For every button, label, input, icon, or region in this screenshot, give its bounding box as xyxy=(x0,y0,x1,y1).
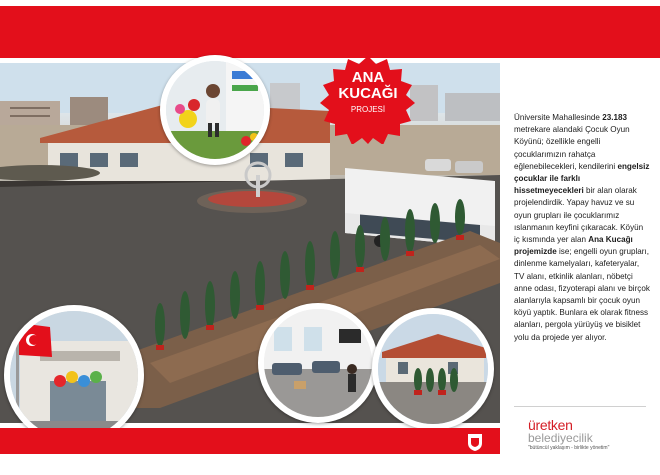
interior-illustration xyxy=(264,309,372,417)
exterior-illustration xyxy=(378,314,488,424)
badge-title-line2: KUCAĞI xyxy=(338,85,398,102)
article-part-4: ise; engelli oyun grupları, dinlenme kamelyaları, kafeteryalar, TV alanı, etkinlik alanları, nöbetçi anne odası, fizyoterapi alanı ve birçok alanlarıyla kapsamlı bir çocuk oyun köyü yaptık. Bunlara ek olarak fitness alanları, pergola yürüyüş ve bisiklet yolu da projede yer alıyor. xyxy=(514,247,650,342)
article-highlight-2: Ana Kucağı projemizde xyxy=(514,235,633,257)
article-part-2: metrekare alandaki Çocuk Oyun Köyünü; özellikle engelli çocuklarımızın rahatça eğlenebilecekleri, kendilerini xyxy=(514,125,630,171)
project-title-badge xyxy=(318,56,418,144)
building-exterior-photo xyxy=(372,308,494,430)
playground-child-photo xyxy=(160,55,270,165)
badge-subtitle: PROJESİ xyxy=(350,105,386,114)
uretken-belediyecilik-logo xyxy=(528,418,648,460)
logo-word-top: üretken xyxy=(528,417,573,433)
logo-tagline: "bütüncül yaklaşım - birlikte yönetim" xyxy=(528,445,610,451)
municipality-crest-icon xyxy=(466,432,484,452)
article-area-figure: 23.183 xyxy=(602,113,627,122)
entrance-illustration xyxy=(10,311,138,439)
logo-word-middle: belediyecilik xyxy=(528,431,593,445)
playground-illustration xyxy=(166,61,264,159)
article-part-1: Üniversite Mahallesinde xyxy=(514,113,603,122)
divider xyxy=(514,406,646,407)
entrance-flag-photo xyxy=(4,305,144,445)
top-red-band xyxy=(0,6,660,58)
interior-lounge-photo xyxy=(258,303,378,423)
article-text xyxy=(514,112,650,344)
badge-title-line1: ANA xyxy=(351,69,385,86)
bottom-red-band xyxy=(0,428,500,454)
article-part-3: bir alan olarak projelendirdik. Yapay havuz ve su oyun grupları ile çocuklarımız ıslanmanın keyfini çıkaracak. Köyün iç kısmında yer alan xyxy=(514,186,644,245)
article-highlight-1: engelsiz çocuklar ile farklı hissetmeyecekleri xyxy=(514,161,650,196)
